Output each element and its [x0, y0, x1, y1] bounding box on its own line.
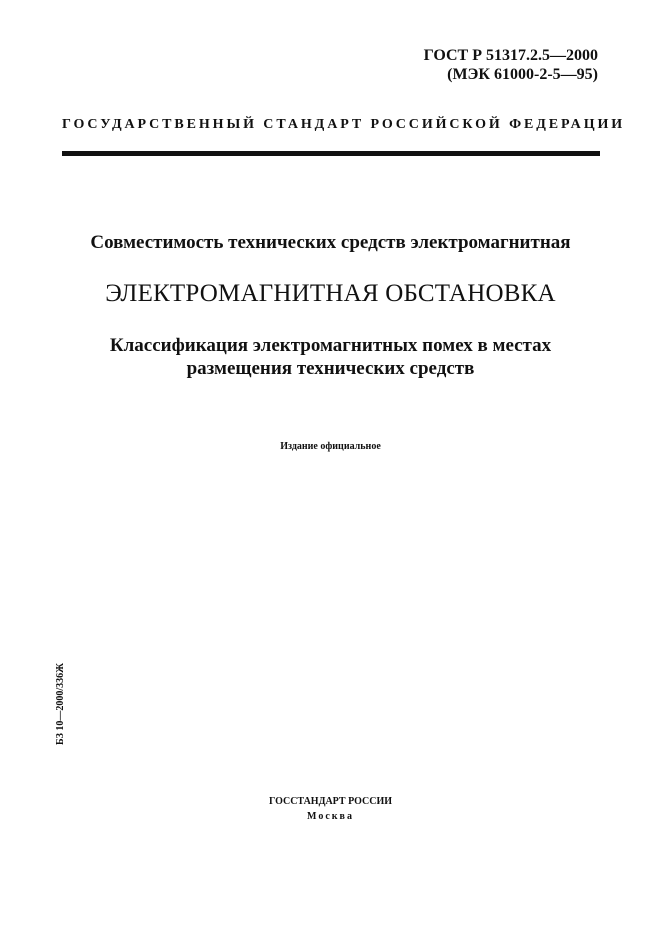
standard-identifiers	[424, 46, 598, 84]
iec-number: (МЭК 61000-2-5—95)	[447, 66, 598, 83]
subtitle-line-2: размещения технических средств	[186, 358, 475, 379]
standard-number: ГОСТ Р 51317.2.5—2000	[423, 47, 598, 64]
document-subtitle	[0, 334, 661, 380]
publisher-city: Москва	[307, 811, 354, 822]
document-heading: ЭЛЕКТРОМАГНИТНАЯ ОБСТАНОВКА	[105, 280, 556, 307]
state-standard-label: ГОСУДАРСТВЕННЫЙ СТАНДАРТ РОССИЙСКОЙ ФЕДЕРАЦИИ	[62, 117, 626, 132]
publisher-name: ГОССТАНДАРТ РОССИИ	[268, 796, 393, 807]
subtitle-line-1: Классификация электромагнитных помех в местах	[109, 335, 552, 356]
document-title: Совместимость технических средств электромагнитная	[90, 232, 571, 253]
side-registration-code: БЗ 10—2000/336Ж	[55, 662, 66, 745]
edition-label: Издание официальное	[280, 441, 381, 452]
publisher-block	[0, 794, 661, 824]
header-divider	[62, 151, 600, 156]
